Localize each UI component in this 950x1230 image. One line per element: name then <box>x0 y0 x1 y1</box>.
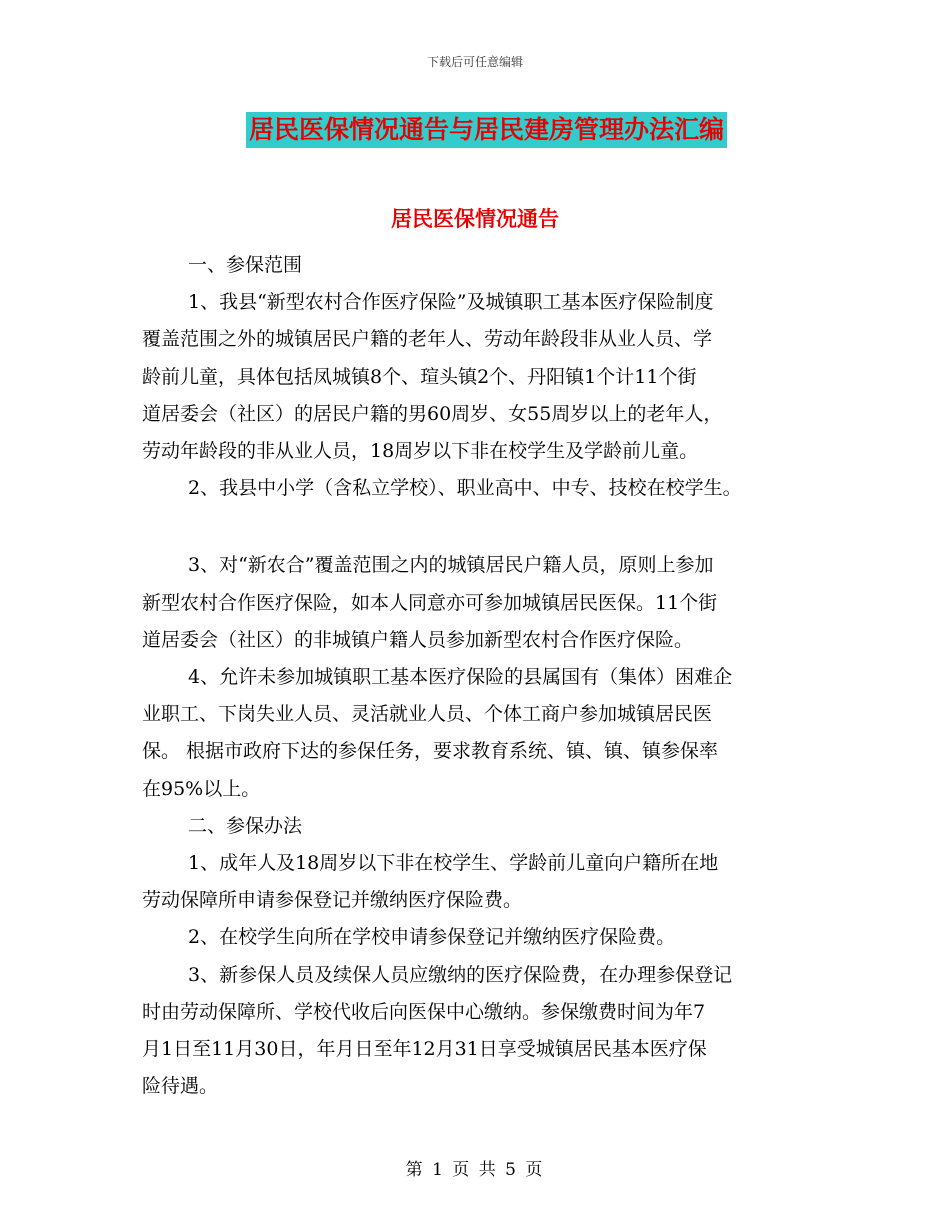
paragraph-line: 覆盖范围之外的城镇居民户籍的老年人、劳动年龄段非从业人员、学 <box>142 328 713 351</box>
heading-scope: 一、参保范围 <box>188 254 303 276</box>
paragraph-line: 险待遇。 <box>142 1075 219 1098</box>
paragraph-gap <box>142 507 822 547</box>
paragraph-line: 3、新参保人员及续保人员应缴纳的医疗保险费，在办理参保登记 <box>188 963 733 986</box>
paragraph-line: 道居委会（社区）的非城镇户籍人员参加新型农村合作医疗保险。 <box>142 628 694 651</box>
heading-method: 二、参保办法 <box>188 814 303 837</box>
paragraph-line: 在95%以上。 <box>142 777 261 800</box>
paragraph-line: 新型农村合作医疗保险，如本人同意亦可参加城镇居民医保。11个街 <box>142 591 718 614</box>
section-title: 居民医保情况通告 <box>391 207 559 231</box>
paragraph-line: 道居委会（社区）的居民户籍的男60周岁、女55周岁以上的老年人， <box>142 402 723 425</box>
document-title: 居民医保情况通告与居民建房管理办法汇编 <box>246 112 727 148</box>
paragraph-line: 保。 根据市政府下达的参保任务，要求教育系统、镇、镇、镇参保率 <box>142 740 719 763</box>
paragraph-line: 2、我县中小学（含私立学校）、职业高中、中专、技校在校学生。 <box>188 477 742 500</box>
paragraph-line: 劳动保障所申请参保登记并缴纳医疗保险费。 <box>142 889 523 912</box>
paragraph-line: 劳动年龄段的非从业人员，18周岁以下非在校学生及学龄前儿童。 <box>142 440 699 463</box>
header-note: 下载后可任意编辑 <box>426 55 523 69</box>
paragraph-line: 1、成年人及18周岁以下非在校学生、学龄前儿童向户籍所在地 <box>188 852 719 875</box>
body-text <box>142 247 822 1105</box>
paragraph-line: 业职工、下岗失业人员、灵活就业人员、个体工商户参加城镇居民医 <box>142 703 713 726</box>
paragraph-line: 3、对“新农合”覆盖范围之内的城镇居民户籍人员，原则上参加 <box>188 554 714 577</box>
paragraph-line: 龄前儿童，具体包括凤城镇8个、瑄头镇2个、丹阳镇1个计11个街 <box>142 365 697 388</box>
paragraph-line: 2、在校学生向所在学校申请参保登记并缴纳医疗保险费。 <box>188 926 676 949</box>
page-footer: 第 1 页 共 5 页 <box>405 1160 545 1180</box>
paragraph-line: 4、允许未参加城镇职工基本医疗保险的县属国有（集体）困难企 <box>188 666 733 689</box>
paragraph-line: 月1日至11月30日，年月日至年12月31日享受城镇居民基本医疗保 <box>142 1038 707 1061</box>
paragraph-line: 时由劳动保障所、学校代收后向医保中心缴纳。参保缴费时间为年7 <box>142 1000 706 1023</box>
paragraph-line: 1、我县“新型农村合作医疗保险”及城镇职工基本医疗保险制度 <box>188 291 714 314</box>
